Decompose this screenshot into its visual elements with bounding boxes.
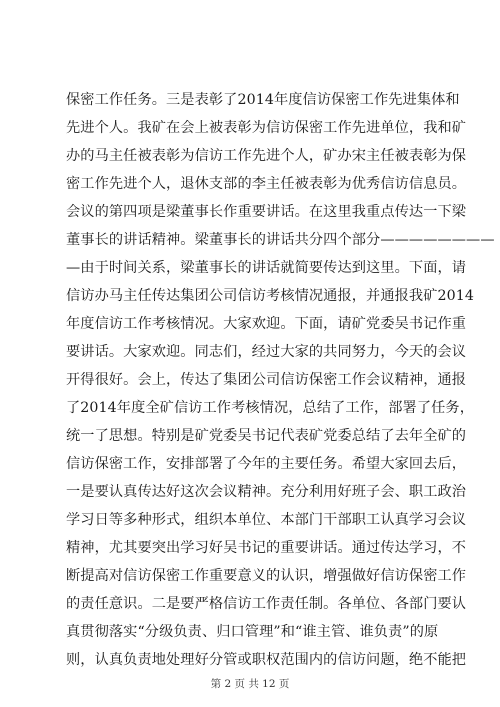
text-line: 断提高对信访保密工作重要意义的认识，增强做好信访保密工作 [66,568,467,584]
text-line: 董事长的讲话精神。梁董事长的讲话共分四个部分———————— [66,232,495,248]
text-line: 信访办马主任传达集团公司信访考核情况通报，并通报我矿2014 [66,288,474,304]
text-line: 开得很好。会上，传达了集团公司信访保密工作会议精神，通报 [66,372,467,388]
text-line: 学习日等多种形式，组织本单位、本部门干部职工认真学习会议 [66,512,467,528]
text-line: 保密工作任务。三是表彰了2014年度信访保密工作先进集体和 [66,92,460,108]
text-line: 一是要认真传达好这次会议精神。充分利用好班子会、职工政治 [66,484,467,500]
text-line: 先进个人。我矿在会上被表彰为信访保密工作先进单位，我和矿 [66,120,467,136]
page-number-footer: 第 2 页 共 12 页 [210,678,290,690]
text-line: 信访保密工作，安排部署了今年的主要任务。希望大家回去后， [66,456,467,472]
text-line: 密工作先进个人，退休支部的李主任被表彰为优秀信访信息员。 [66,176,467,192]
text-line: 精神，尤其要突出学习好吴书记的重要讲话。通过传达学习，不 [66,540,467,556]
text-line: 则，认真负责地处理好分管或职权范围内的信访问题，绝不能把 [66,652,467,668]
text-line: 年度信访工作考核情况。大家欢迎。下面，请矿党委吴书记作重 [66,316,467,332]
text-line: 会议的第四项是梁董事长作重要讲话。在这里我重点传达一下梁 [66,204,467,220]
text-line: 办的马主任被表彰为信访工作先进个人，矿办宋主任被表彰为保 [66,148,467,164]
text-line: —由于时间关系，梁董事长的讲话就简要传达到这里。下面，请 [66,260,467,276]
text-line: 真贯彻落实“分级负责、归口管理”和“谁主管、谁负责”的原 [66,624,439,640]
text-line: 的责任意识。二是要严格信访工作责任制。各单位、各部门要认 [66,596,467,612]
body-text [66,86,495,674]
text-line: 统一了思想。特别是矿党委吴书记代表矿党委总结了去年全矿的 [66,428,467,444]
text-line: 了2014年度全矿信访工作考核情况，总结了工作，部署了任务， [66,400,474,416]
text-line: 要讲话。大家欢迎。同志们，经过大家的共同努力，今天的会议 [66,344,467,360]
